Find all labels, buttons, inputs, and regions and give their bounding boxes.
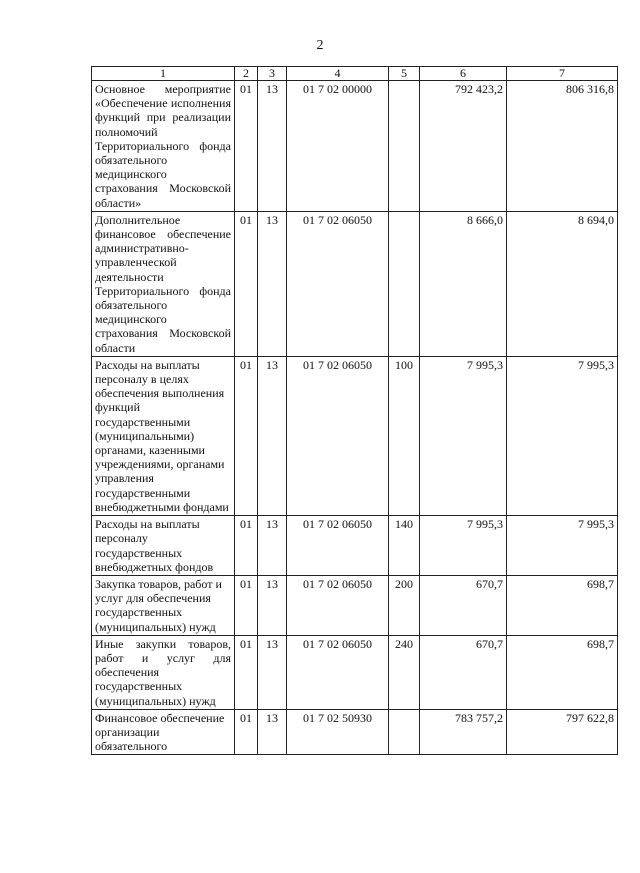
row-subsection: 13 xyxy=(258,211,287,356)
row-amount-year1: 792 423,2 xyxy=(420,81,507,212)
row-expense-type xyxy=(389,709,420,755)
row-amount-year2: 806 316,8 xyxy=(507,81,618,212)
row-amount-year2: 698,7 xyxy=(507,635,618,709)
row-section: 01 xyxy=(235,635,258,709)
row-name: Финансовое обеспечение организации обязательного xyxy=(92,709,235,755)
row-target-article: 01 7 02 06050 xyxy=(287,635,389,709)
column-header-6: 6 xyxy=(420,67,507,81)
table-row xyxy=(92,81,618,212)
row-amount-year2: 797 622,8 xyxy=(507,709,618,755)
row-target-article: 01 7 02 06050 xyxy=(287,211,389,356)
row-amount-year2: 7 995,3 xyxy=(507,516,618,576)
row-target-article: 01 7 02 06050 xyxy=(287,575,389,635)
table-row xyxy=(92,575,618,635)
column-header-4: 4 xyxy=(287,67,389,81)
row-subsection: 13 xyxy=(258,709,287,755)
row-amount-year1: 783 757,2 xyxy=(420,709,507,755)
row-expense-type: 240 xyxy=(389,635,420,709)
row-expense-type: 200 xyxy=(389,575,420,635)
row-subsection: 13 xyxy=(258,356,287,515)
table-row xyxy=(92,635,618,709)
row-amount-year1: 8 666,0 xyxy=(420,211,507,356)
row-section: 01 xyxy=(235,575,258,635)
column-header-1: 1 xyxy=(92,67,235,81)
column-header-5: 5 xyxy=(389,67,420,81)
row-amount-year1: 7 995,3 xyxy=(420,356,507,515)
column-header-3: 3 xyxy=(258,67,287,81)
row-name: Закупка товаров, работ и услуг для обеспечения государственных (муниципальных) нужд xyxy=(92,575,235,635)
row-target-article: 01 7 02 00000 xyxy=(287,81,389,212)
row-section: 01 xyxy=(235,709,258,755)
column-header-2: 2 xyxy=(235,67,258,81)
row-amount-year1: 670,7 xyxy=(420,575,507,635)
table-row xyxy=(92,356,618,515)
row-target-article: 01 7 02 06050 xyxy=(287,356,389,515)
row-amount-year2: 698,7 xyxy=(507,575,618,635)
row-subsection: 13 xyxy=(258,575,287,635)
row-amount-year2: 7 995,3 xyxy=(507,356,618,515)
row-expense-type: 140 xyxy=(389,516,420,576)
row-section: 01 xyxy=(235,356,258,515)
row-name: Основное мероприятие «Обеспечение исполнения функций при реализации полномочий Территориального фонда обязательного медицинского страхования Московской области» xyxy=(92,81,235,212)
table-row xyxy=(92,516,618,576)
row-expense-type xyxy=(389,81,420,212)
row-section: 01 xyxy=(235,211,258,356)
row-name: Дополнительное финансовое обеспечение административно-управленческой деятельности Территориального фонда обязательного медицинского страхования Московской области xyxy=(92,211,235,356)
row-amount-year1: 670,7 xyxy=(420,635,507,709)
table-row xyxy=(92,211,618,356)
row-amount-year2: 8 694,0 xyxy=(507,211,618,356)
row-subsection: 13 xyxy=(258,516,287,576)
row-subsection: 13 xyxy=(258,81,287,212)
row-section: 01 xyxy=(235,81,258,212)
budget-table xyxy=(91,66,618,755)
column-header-7: 7 xyxy=(507,67,618,81)
row-amount-year1: 7 995,3 xyxy=(420,516,507,576)
row-name: Расходы на выплаты персоналу в целях обеспечения выполнения функций государственными (муниципальными) органами, казенными учреждениями, органами управления государственными внебюджетными фондами xyxy=(92,356,235,515)
header-row xyxy=(92,67,618,81)
row-expense-type: 100 xyxy=(389,356,420,515)
row-expense-type xyxy=(389,211,420,356)
row-target-article: 01 7 02 50930 xyxy=(287,709,389,755)
row-name: Иные закупки товаров, работ и услуг для обеспечения государственных (муниципальных) нужд xyxy=(92,635,235,709)
row-section: 01 xyxy=(235,516,258,576)
row-subsection: 13 xyxy=(258,635,287,709)
row-target-article: 01 7 02 06050 xyxy=(287,516,389,576)
table-row xyxy=(92,709,618,755)
page-number: 2 xyxy=(316,38,324,53)
row-name: Расходы на выплаты персоналу государственных внебюджетных фондов xyxy=(92,516,235,576)
